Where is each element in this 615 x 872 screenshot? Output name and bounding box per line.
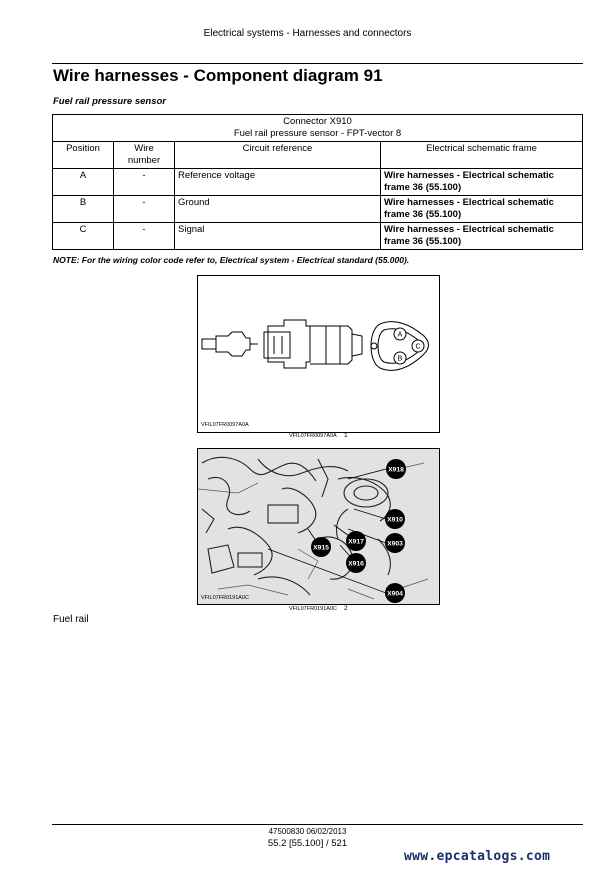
section-subtitle: Fuel rail pressure sensor	[53, 96, 166, 107]
wiring-note: NOTE: For the wiring color code refer to, Electrical system - Electrical standard (55.000).	[53, 255, 410, 265]
cell-wire: -	[114, 196, 175, 223]
cell-position: B	[53, 196, 114, 223]
title-rule	[52, 63, 583, 64]
cell-position: C	[53, 223, 114, 250]
figure2-number: 2	[344, 605, 348, 612]
cell-frame-link[interactable]: Wire harnesses - Electrical schematic frame 36 (55.100)	[381, 196, 583, 223]
connector-label-x915: X915	[313, 544, 329, 552]
pin-label-c: C	[415, 343, 421, 351]
figure2-code: VFIL07FR0191A0C	[201, 595, 249, 601]
footer-page-ref: 55.2 [55.100] / 521	[267, 838, 348, 849]
table-caption-line1: Connector X910	[283, 116, 352, 127]
cell-position: A	[53, 169, 114, 196]
pin-label-a: A	[397, 331, 403, 339]
footer-doc-ref: 47500830 06/02/2013	[268, 827, 347, 836]
cell-wire: -	[114, 223, 175, 250]
connector-label-x910: X910	[387, 516, 403, 524]
table-row	[53, 169, 583, 196]
column-header-position: Position	[53, 142, 114, 169]
pin-label-b: B	[397, 355, 403, 363]
connector-label-x916: X916	[348, 560, 364, 568]
watermark-text: www.epcatalogs.com	[404, 849, 551, 864]
cell-frame-link[interactable]: Wire harnesses - Electrical schematic frame 36 (55.100)	[381, 223, 583, 250]
cell-frame-link[interactable]: Wire harnesses - Electrical schematic frame 36 (55.100)	[381, 169, 583, 196]
running-header: Electrical systems - Harnesses and connectors	[203, 28, 412, 39]
figure-caption: Fuel rail	[53, 614, 89, 625]
footer-rule	[52, 824, 583, 825]
column-header-circuit-reference: Circuit reference	[175, 142, 381, 169]
figure-engine-photo	[197, 448, 440, 605]
figure1-code: VFIL07FR0097A0A	[201, 422, 249, 428]
table-row	[53, 196, 583, 223]
column-header-schematic-frame: Electrical schematic frame	[381, 142, 583, 169]
table-row	[53, 223, 583, 250]
connector-label-x904: X904	[387, 590, 403, 598]
cell-circuit: Reference voltage	[175, 169, 381, 196]
table-caption	[53, 115, 583, 142]
connector-label-x903: X903	[387, 540, 403, 548]
cell-circuit: Signal	[175, 223, 381, 250]
connector-table	[52, 114, 583, 250]
connector-label-x918: X918	[388, 466, 404, 474]
figure-connector-drawing	[197, 275, 440, 433]
cell-circuit: Ground	[175, 196, 381, 223]
connector-label-x917: X917	[348, 538, 364, 546]
figure2-code-outer: VFIL07FR0191A0C	[289, 606, 337, 612]
table-caption-line2: Fuel rail pressure sensor - FPT-vector 8	[233, 128, 402, 139]
figure1-number: 1	[344, 432, 348, 439]
figure1-code-outer: VFIL07FR0097A0A	[289, 433, 337, 439]
connector-illustration	[198, 276, 439, 432]
engine-photo-illustration	[198, 449, 439, 604]
page-title: Wire harnesses - Component diagram 91	[53, 66, 383, 85]
cell-wire: -	[114, 169, 175, 196]
column-header-wire-number-text: Wire number	[127, 143, 161, 166]
column-header-wire-number	[114, 142, 175, 169]
